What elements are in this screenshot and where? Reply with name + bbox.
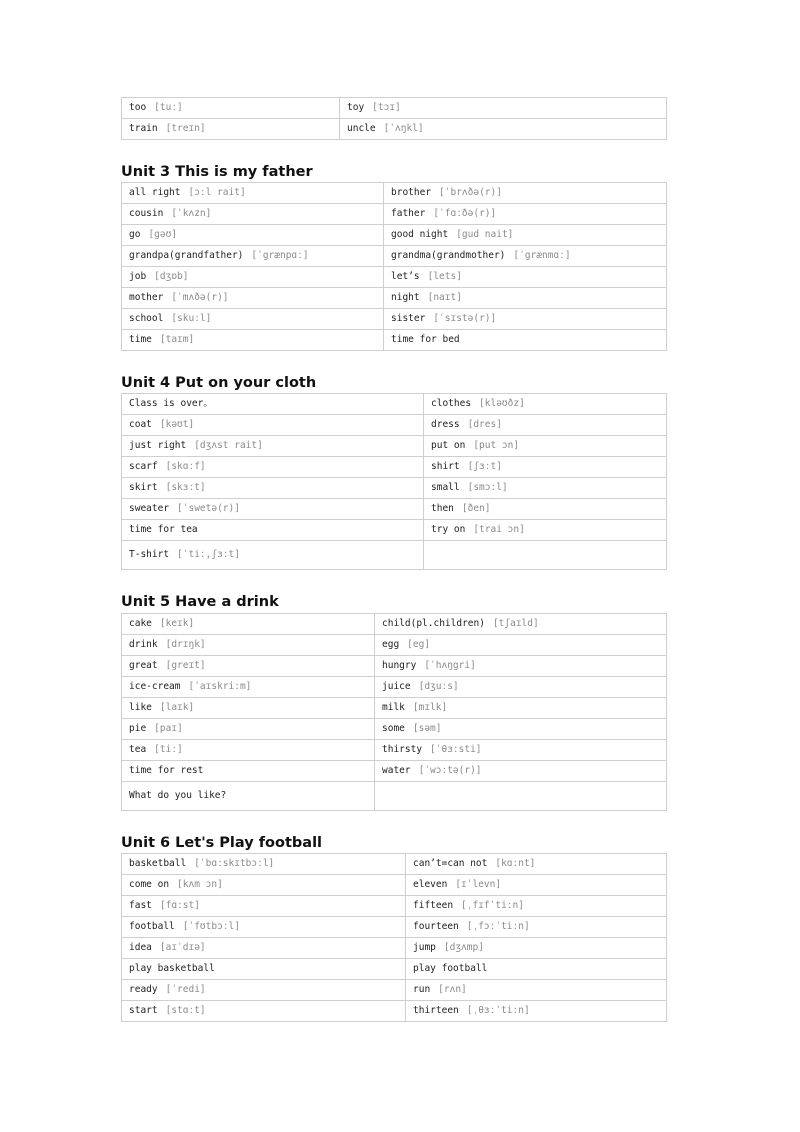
vocab-word: all right xyxy=(129,187,181,198)
vocab-phonetic: [ˈfʊtbɔːl] xyxy=(182,921,240,932)
table-row xyxy=(122,478,667,499)
vocab-word: put on xyxy=(431,440,466,451)
vocab-phonetic: [ˈbɑːskɪtbɔːl] xyxy=(194,858,275,869)
vocab-phonetic: [ˌθɜːˈtiːn] xyxy=(466,1005,530,1016)
vocab-cell xyxy=(375,635,667,656)
vocab-cell xyxy=(384,204,667,225)
vocab-cell xyxy=(406,917,667,938)
vocab-word: play basketball xyxy=(129,963,215,974)
table-row xyxy=(122,656,667,677)
vocab-word: clothes xyxy=(431,398,472,409)
vocab-cell xyxy=(122,246,384,267)
vocab-cell xyxy=(424,541,667,570)
table-row xyxy=(122,520,667,541)
vocab-phonetic: [kləʊðz] xyxy=(479,398,525,409)
vocab-cell xyxy=(384,330,667,351)
table-row xyxy=(122,959,667,980)
vocab-cell xyxy=(424,457,667,478)
vocab-phonetic: [ˈhʌŋgri] xyxy=(424,660,476,671)
vocab-word: football xyxy=(129,921,175,932)
vocab-word: small xyxy=(431,482,460,493)
vocab-cell xyxy=(122,917,406,938)
vocab-word: cousin xyxy=(129,208,164,219)
vocab-cell xyxy=(424,394,667,415)
vocab-word: dress xyxy=(431,419,460,430)
vocab-word: grandpa(grandfather) xyxy=(129,250,244,261)
vocab-phonetic: [greɪt] xyxy=(165,660,206,671)
table-row xyxy=(122,436,667,457)
vocab-cell xyxy=(122,457,424,478)
vocab-word: child(pl.children) xyxy=(382,618,485,629)
vocab-word: toy xyxy=(347,102,365,113)
vocab-word: thirsty xyxy=(382,744,423,755)
table-row xyxy=(122,1001,667,1022)
vocab-cell xyxy=(406,896,667,917)
vocab-word: What do you like? xyxy=(129,790,227,801)
vocab-word: water xyxy=(382,765,411,776)
vocab-word: uncle xyxy=(347,123,376,134)
vocab-word: ice-cream xyxy=(129,681,181,692)
table-row xyxy=(122,677,667,698)
unit-3-table-block xyxy=(121,182,667,351)
vocab-phonetic: [ɔːl rait] xyxy=(188,187,246,198)
vocab-cell xyxy=(424,478,667,499)
unit-5-table-block xyxy=(121,613,667,811)
vocab-phonetic: [ˈwɔːtə(r)] xyxy=(418,765,482,776)
vocab-cell xyxy=(340,119,667,140)
vocab-phonetic: [kɑːnt] xyxy=(495,858,536,869)
vocab-phonetic: [ˈaɪskriːm] xyxy=(188,681,252,692)
vocab-word: time for tea xyxy=(129,524,198,535)
vocab-word: grandma(grandmother) xyxy=(391,250,506,261)
vocab-word: eleven xyxy=(413,879,448,890)
table-row xyxy=(122,761,667,782)
vocab-table xyxy=(121,613,667,811)
vocab-phonetic: [drɪŋk] xyxy=(165,639,206,650)
vocab-word: thirteen xyxy=(413,1005,459,1016)
vocab-cell xyxy=(122,719,375,740)
vocab-word: too xyxy=(129,102,147,113)
table-row xyxy=(122,183,667,204)
vocab-phonetic: [tʃaɪld] xyxy=(492,618,539,629)
vocab-phonetic: [dres] xyxy=(467,419,502,430)
unit-5-heading: Unit 5 Have a drink xyxy=(121,594,279,610)
table-row xyxy=(122,119,667,140)
vocab-word: try on xyxy=(431,524,466,535)
vocab-phonetic: [dʒɒb] xyxy=(154,271,189,282)
table-row xyxy=(122,896,667,917)
vocab-word: just right xyxy=(129,440,187,451)
vocab-word: milk xyxy=(382,702,405,713)
vocab-cell xyxy=(122,267,384,288)
vocab-phonetic: [fɑːst] xyxy=(159,900,200,911)
vocab-word: then xyxy=(431,503,454,514)
vocab-phonetic: [ˈgrænpɑː] xyxy=(251,250,309,261)
vocab-phonetic: [smɔːl] xyxy=(467,482,508,493)
vocab-word: basketball xyxy=(129,858,187,869)
vocab-word: like xyxy=(129,702,152,713)
vocab-phonetic: [gəʊ] xyxy=(148,229,178,240)
vocab-table xyxy=(121,853,667,1022)
vocab-phonetic: [ˈmʌðə(r)] xyxy=(171,292,229,303)
table-row xyxy=(122,875,667,896)
unit-6-heading: Unit 6 Let's Play football xyxy=(121,835,323,851)
vocab-word: fifteen xyxy=(413,900,454,911)
vocab-word: brother xyxy=(391,187,432,198)
vocab-cell xyxy=(122,499,424,520)
vocab-phonetic: [skɜːt] xyxy=(165,482,206,493)
vocab-word: fourteen xyxy=(413,921,459,932)
table-body xyxy=(122,394,667,570)
vocab-word: tea xyxy=(129,744,147,755)
vocab-phonetic: [aɪˈdɪə] xyxy=(159,942,206,953)
vocab-phonetic: [skuːl] xyxy=(171,313,212,324)
vocab-word: school xyxy=(129,313,164,324)
table-body xyxy=(122,98,667,140)
vocab-word: idea xyxy=(129,942,152,953)
vocab-cell xyxy=(424,520,667,541)
vocab-cell xyxy=(406,875,667,896)
vocab-word: Class is over。 xyxy=(129,398,213,409)
vocab-word: mother xyxy=(129,292,164,303)
vocab-word: time for rest xyxy=(129,765,204,776)
table-row xyxy=(122,917,667,938)
table-row xyxy=(122,330,667,351)
vocab-cell xyxy=(122,980,406,1001)
unit-4-heading: Unit 4 Put on your cloth xyxy=(121,375,317,391)
vocab-phonetic: [skɑːf] xyxy=(165,461,206,472)
vocab-word: job xyxy=(129,271,147,282)
vocab-cell xyxy=(340,98,667,119)
vocab-cell xyxy=(424,436,667,457)
vocab-phonetic: [ʃɜːt] xyxy=(467,461,502,472)
vocab-cell xyxy=(122,761,375,782)
vocab-phonetic: [trai ɔn] xyxy=(473,524,525,535)
vocab-cell xyxy=(384,288,667,309)
vocab-word: juice xyxy=(382,681,411,692)
vocab-cell xyxy=(406,959,667,980)
table-row xyxy=(122,782,667,811)
vocab-cell xyxy=(122,541,424,570)
vocab-phonetic: [ˈgrænmɑː] xyxy=(513,250,571,261)
table-row xyxy=(122,246,667,267)
vocab-phonetic: [taɪm] xyxy=(159,334,195,345)
vocab-phonetic: [ˈʌŋkl] xyxy=(383,123,424,134)
vocab-phonetic: [naɪt] xyxy=(427,292,462,303)
vocab-cell xyxy=(384,246,667,267)
vocab-word: ready xyxy=(129,984,158,995)
vocab-cell xyxy=(384,225,667,246)
unit-6-table-block xyxy=(121,853,667,1022)
table-row xyxy=(122,938,667,959)
table-row xyxy=(122,740,667,761)
vocab-phonetic: [ˈredi] xyxy=(165,984,206,995)
vocab-cell xyxy=(424,499,667,520)
vocab-cell xyxy=(122,183,384,204)
vocab-cell xyxy=(384,267,667,288)
vocab-word: great xyxy=(129,660,158,671)
vocab-cell xyxy=(122,698,375,719)
table-row xyxy=(122,288,667,309)
vocab-phonetic: [rʌn] xyxy=(438,984,467,995)
table-body xyxy=(122,614,667,811)
vocab-cell xyxy=(375,761,667,782)
vocab-phonetic: [eg] xyxy=(407,639,431,650)
vocab-phonetic: [gud nait] xyxy=(456,229,514,240)
vocab-phonetic: [ˌfɔːˈtiːn] xyxy=(466,921,530,932)
vocab-cell xyxy=(122,656,375,677)
vocab-cell xyxy=(424,415,667,436)
vocab-cell xyxy=(406,1001,667,1022)
table-row xyxy=(122,980,667,1001)
vocab-phonetic: [ˈkʌzn] xyxy=(171,208,212,219)
vocab-phonetic: [laɪk] xyxy=(159,702,195,713)
table-row xyxy=(122,614,667,635)
unit-3-heading: Unit 3 This is my father xyxy=(121,164,313,180)
table-body xyxy=(122,183,667,351)
vocab-phonetic: [lets] xyxy=(427,271,462,282)
table-row xyxy=(122,267,667,288)
vocab-phonetic: [ˌfɪfˈtiːn] xyxy=(461,900,524,911)
vocab-word: coat xyxy=(129,419,152,430)
vocab-cell xyxy=(122,875,406,896)
vocab-phonetic: [ɪˈlevn] xyxy=(455,879,502,890)
table-row xyxy=(122,204,667,225)
vocab-table xyxy=(121,182,667,351)
vocab-cell xyxy=(122,204,384,225)
vocab-word: come on xyxy=(129,879,170,890)
vocab-cell xyxy=(122,782,375,811)
vocab-cell xyxy=(375,782,667,811)
vocab-phonetic: [ˈbrʌðə(r)] xyxy=(439,187,502,198)
vocab-cell xyxy=(122,330,384,351)
vocab-word: night xyxy=(391,292,420,303)
vocab-cell xyxy=(406,938,667,959)
vocab-cell xyxy=(122,119,340,140)
vocab-cell xyxy=(122,938,406,959)
table-row xyxy=(122,309,667,330)
vocab-cell xyxy=(406,854,667,875)
table-row xyxy=(122,719,667,740)
vocab-word: scarf xyxy=(129,461,158,472)
vocab-word: cake xyxy=(129,618,152,629)
vocab-table xyxy=(121,393,667,570)
vocab-cell xyxy=(122,478,424,499)
table-row xyxy=(122,854,667,875)
vocab-cell xyxy=(122,740,375,761)
vocab-cell xyxy=(122,896,406,917)
vocab-phonetic: [ˈθɜːsti] xyxy=(430,744,482,755)
vocab-word: drink xyxy=(129,639,158,650)
vocab-cell xyxy=(375,698,667,719)
vocab-word: pie xyxy=(129,723,147,734)
table-row xyxy=(122,225,667,246)
vocab-cell xyxy=(122,520,424,541)
table-row xyxy=(122,698,667,719)
vocab-cell xyxy=(122,614,375,635)
vocab-word: run xyxy=(413,984,431,995)
table-row xyxy=(122,541,667,570)
vocab-word: T-shirt xyxy=(129,549,170,560)
vocab-phonetic: [ˈsɪstə(r)] xyxy=(433,313,497,324)
unit-4-table-block xyxy=(121,393,667,570)
vocab-table xyxy=(121,97,667,140)
vocab-cell xyxy=(122,415,424,436)
vocab-phonetic: [tɔɪ] xyxy=(372,102,401,113)
table-row xyxy=(122,98,667,119)
vocab-word: some xyxy=(382,723,405,734)
vocab-phonetic: [dʒʌmp] xyxy=(443,942,484,953)
vocab-phonetic: [put ɔn] xyxy=(473,440,520,451)
vocab-cell xyxy=(122,854,406,875)
vocab-phonetic: [treɪn] xyxy=(165,123,206,134)
vocab-cell xyxy=(122,959,406,980)
vocab-phonetic: [ðen] xyxy=(461,503,491,514)
vocab-word: can’t=can not xyxy=(413,858,488,869)
vocab-word: start xyxy=(129,1005,158,1016)
table-row xyxy=(122,415,667,436)
vocab-cell xyxy=(384,309,667,330)
vocab-cell xyxy=(375,614,667,635)
vocab-phonetic: [səm] xyxy=(412,723,442,734)
vocab-phonetic: [stɑːt] xyxy=(165,1005,206,1016)
vocab-phonetic: [ˈswetə(r)] xyxy=(177,503,240,514)
vocab-phonetic: [ˈfɑːðə(r)] xyxy=(433,208,497,219)
vocab-cell xyxy=(122,394,424,415)
vocab-word: time for bed xyxy=(391,334,460,345)
vocab-word: jump xyxy=(413,942,436,953)
vocab-word: good night xyxy=(391,229,449,240)
vocab-cell xyxy=(122,309,384,330)
vocab-cell xyxy=(122,677,375,698)
vocab-word: egg xyxy=(382,639,400,650)
table-row xyxy=(122,635,667,656)
vocab-cell xyxy=(375,719,667,740)
vocab-phonetic: [keɪk] xyxy=(159,618,195,629)
vocab-cell xyxy=(122,98,340,119)
vocab-word: sweater xyxy=(129,503,170,514)
vocab-cell xyxy=(122,1001,406,1022)
vocab-cell xyxy=(122,635,375,656)
vocab-phonetic: [ˈtiː,ʃɜːt] xyxy=(177,549,240,560)
vocab-word: time xyxy=(129,334,152,345)
vocab-cell xyxy=(122,225,384,246)
vocab-word: father xyxy=(391,208,426,219)
vocab-phonetic: [kʌm ɔn] xyxy=(177,879,223,890)
vocab-cell xyxy=(375,677,667,698)
vocab-word: hungry xyxy=(382,660,417,671)
vocab-table-continued xyxy=(121,97,667,140)
vocab-phonetic: [tiː] xyxy=(154,744,183,755)
vocab-phonetic: [kəʊt] xyxy=(159,419,195,430)
vocab-word: let’s xyxy=(391,271,420,282)
vocab-cell xyxy=(122,436,424,457)
table-row xyxy=(122,394,667,415)
vocab-word: shirt xyxy=(431,461,460,472)
vocab-phonetic: [dʒuːs] xyxy=(418,681,459,692)
vocab-word: play football xyxy=(413,963,488,974)
table-row xyxy=(122,499,667,520)
vocab-phonetic: [mɪlk] xyxy=(412,702,448,713)
vocab-phonetic: [dʒʌst rait] xyxy=(194,440,263,451)
table-body xyxy=(122,854,667,1022)
vocab-word: skirt xyxy=(129,482,158,493)
vocab-word: fast xyxy=(129,900,152,911)
vocab-cell xyxy=(122,288,384,309)
vocab-word: train xyxy=(129,123,158,134)
table-row xyxy=(122,457,667,478)
vocab-cell xyxy=(384,183,667,204)
vocab-word: go xyxy=(129,229,141,240)
vocab-cell xyxy=(406,980,667,1001)
vocab-word: sister xyxy=(391,313,426,324)
vocab-phonetic: [paɪ] xyxy=(154,723,183,734)
vocab-cell xyxy=(375,740,667,761)
vocab-phonetic: [tuː] xyxy=(154,102,183,113)
vocab-cell xyxy=(375,656,667,677)
